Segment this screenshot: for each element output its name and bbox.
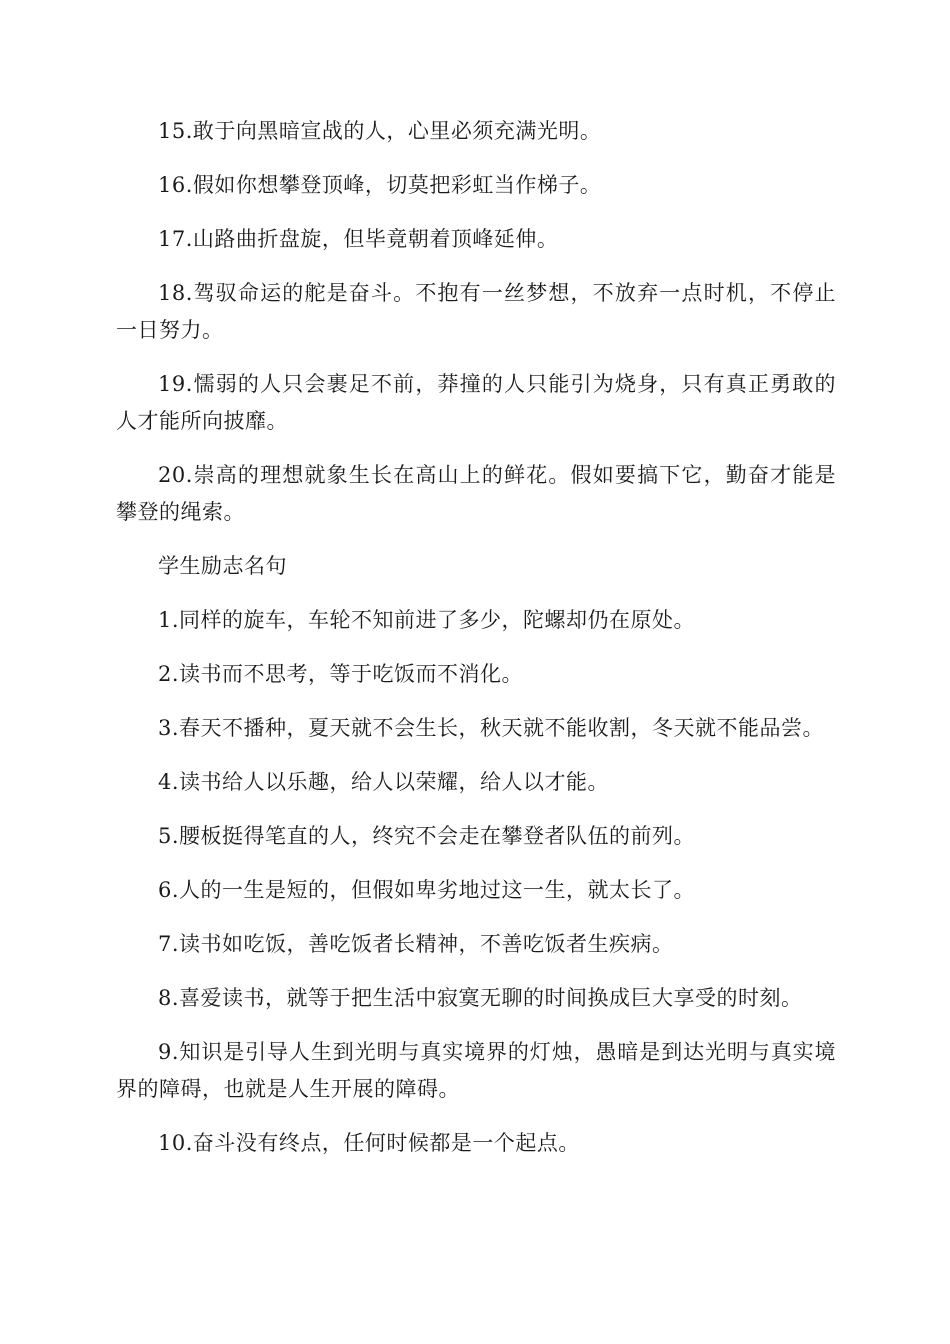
quote-paragraph: 7.读书如吃饭，善吃饭者长精神，不善吃饭者生疾病。 [158, 932, 674, 956]
quote-paragraph: 6.人的一生是短的，但假如卑劣地过这一生，就太长了。 [158, 878, 696, 902]
quote-paragraph: 19.懦弱的人只会裹足不前，莽撞的人只能引为烧身，只有真正勇敢的人才能所向披靡。 [116, 372, 836, 433]
quote-paragraph: 18.驾驭命运的舵是奋斗。不抱有一丝梦想，不放弃一点时机，不停止一日努力。 [116, 281, 836, 342]
quote-paragraph: 15.敢于向黑暗宣战的人，心里必须充满光明。 [158, 119, 602, 143]
quote-paragraph: 20.崇高的理想就象生长在高山上的鲜花。假如要搞下它，勤奋才能是攀登的绳索。 [116, 463, 836, 524]
quote-paragraph: 10.奋斗没有终点，任何时候都是一个起点。 [158, 1131, 580, 1155]
quote-paragraph: 8.喜爱读书，就等于把生活中寂寞无聊的时间换成巨大享受的时刻。 [158, 986, 803, 1010]
section-heading: 学生励志名句 [158, 554, 287, 578]
quote-paragraph: 9.知识是引导人生到光明与真实境界的灯烛，愚暗是到达光明与真实境界的障碍，也就是人生开展的障碍。 [116, 1040, 836, 1101]
quote-paragraph: 5.腰板挺得笔直的人，终究不会走在攀登者队伍的前列。 [158, 824, 696, 848]
quote-paragraph: 16.假如你想攀登顶峰，切莫把彩虹当作梯子。 [158, 173, 602, 197]
quote-paragraph: 4.读书给人以乐趣，给人以荣耀，给人以才能。 [158, 770, 610, 794]
quote-paragraph: 1.同样的旋车，车轮不知前进了多少，陀螺却仍在原处。 [158, 608, 696, 632]
document-body [116, 113, 836, 1179]
quote-paragraph: 17.山路曲折盘旋，但毕竟朝着顶峰延伸。 [158, 227, 559, 251]
quote-paragraph: 3.春天不播种，夏天就不会生长，秋天就不能收割，冬天就不能品尝。 [158, 716, 825, 740]
quote-paragraph: 2.读书而不思考，等于吃饭而不消化。 [158, 662, 524, 686]
